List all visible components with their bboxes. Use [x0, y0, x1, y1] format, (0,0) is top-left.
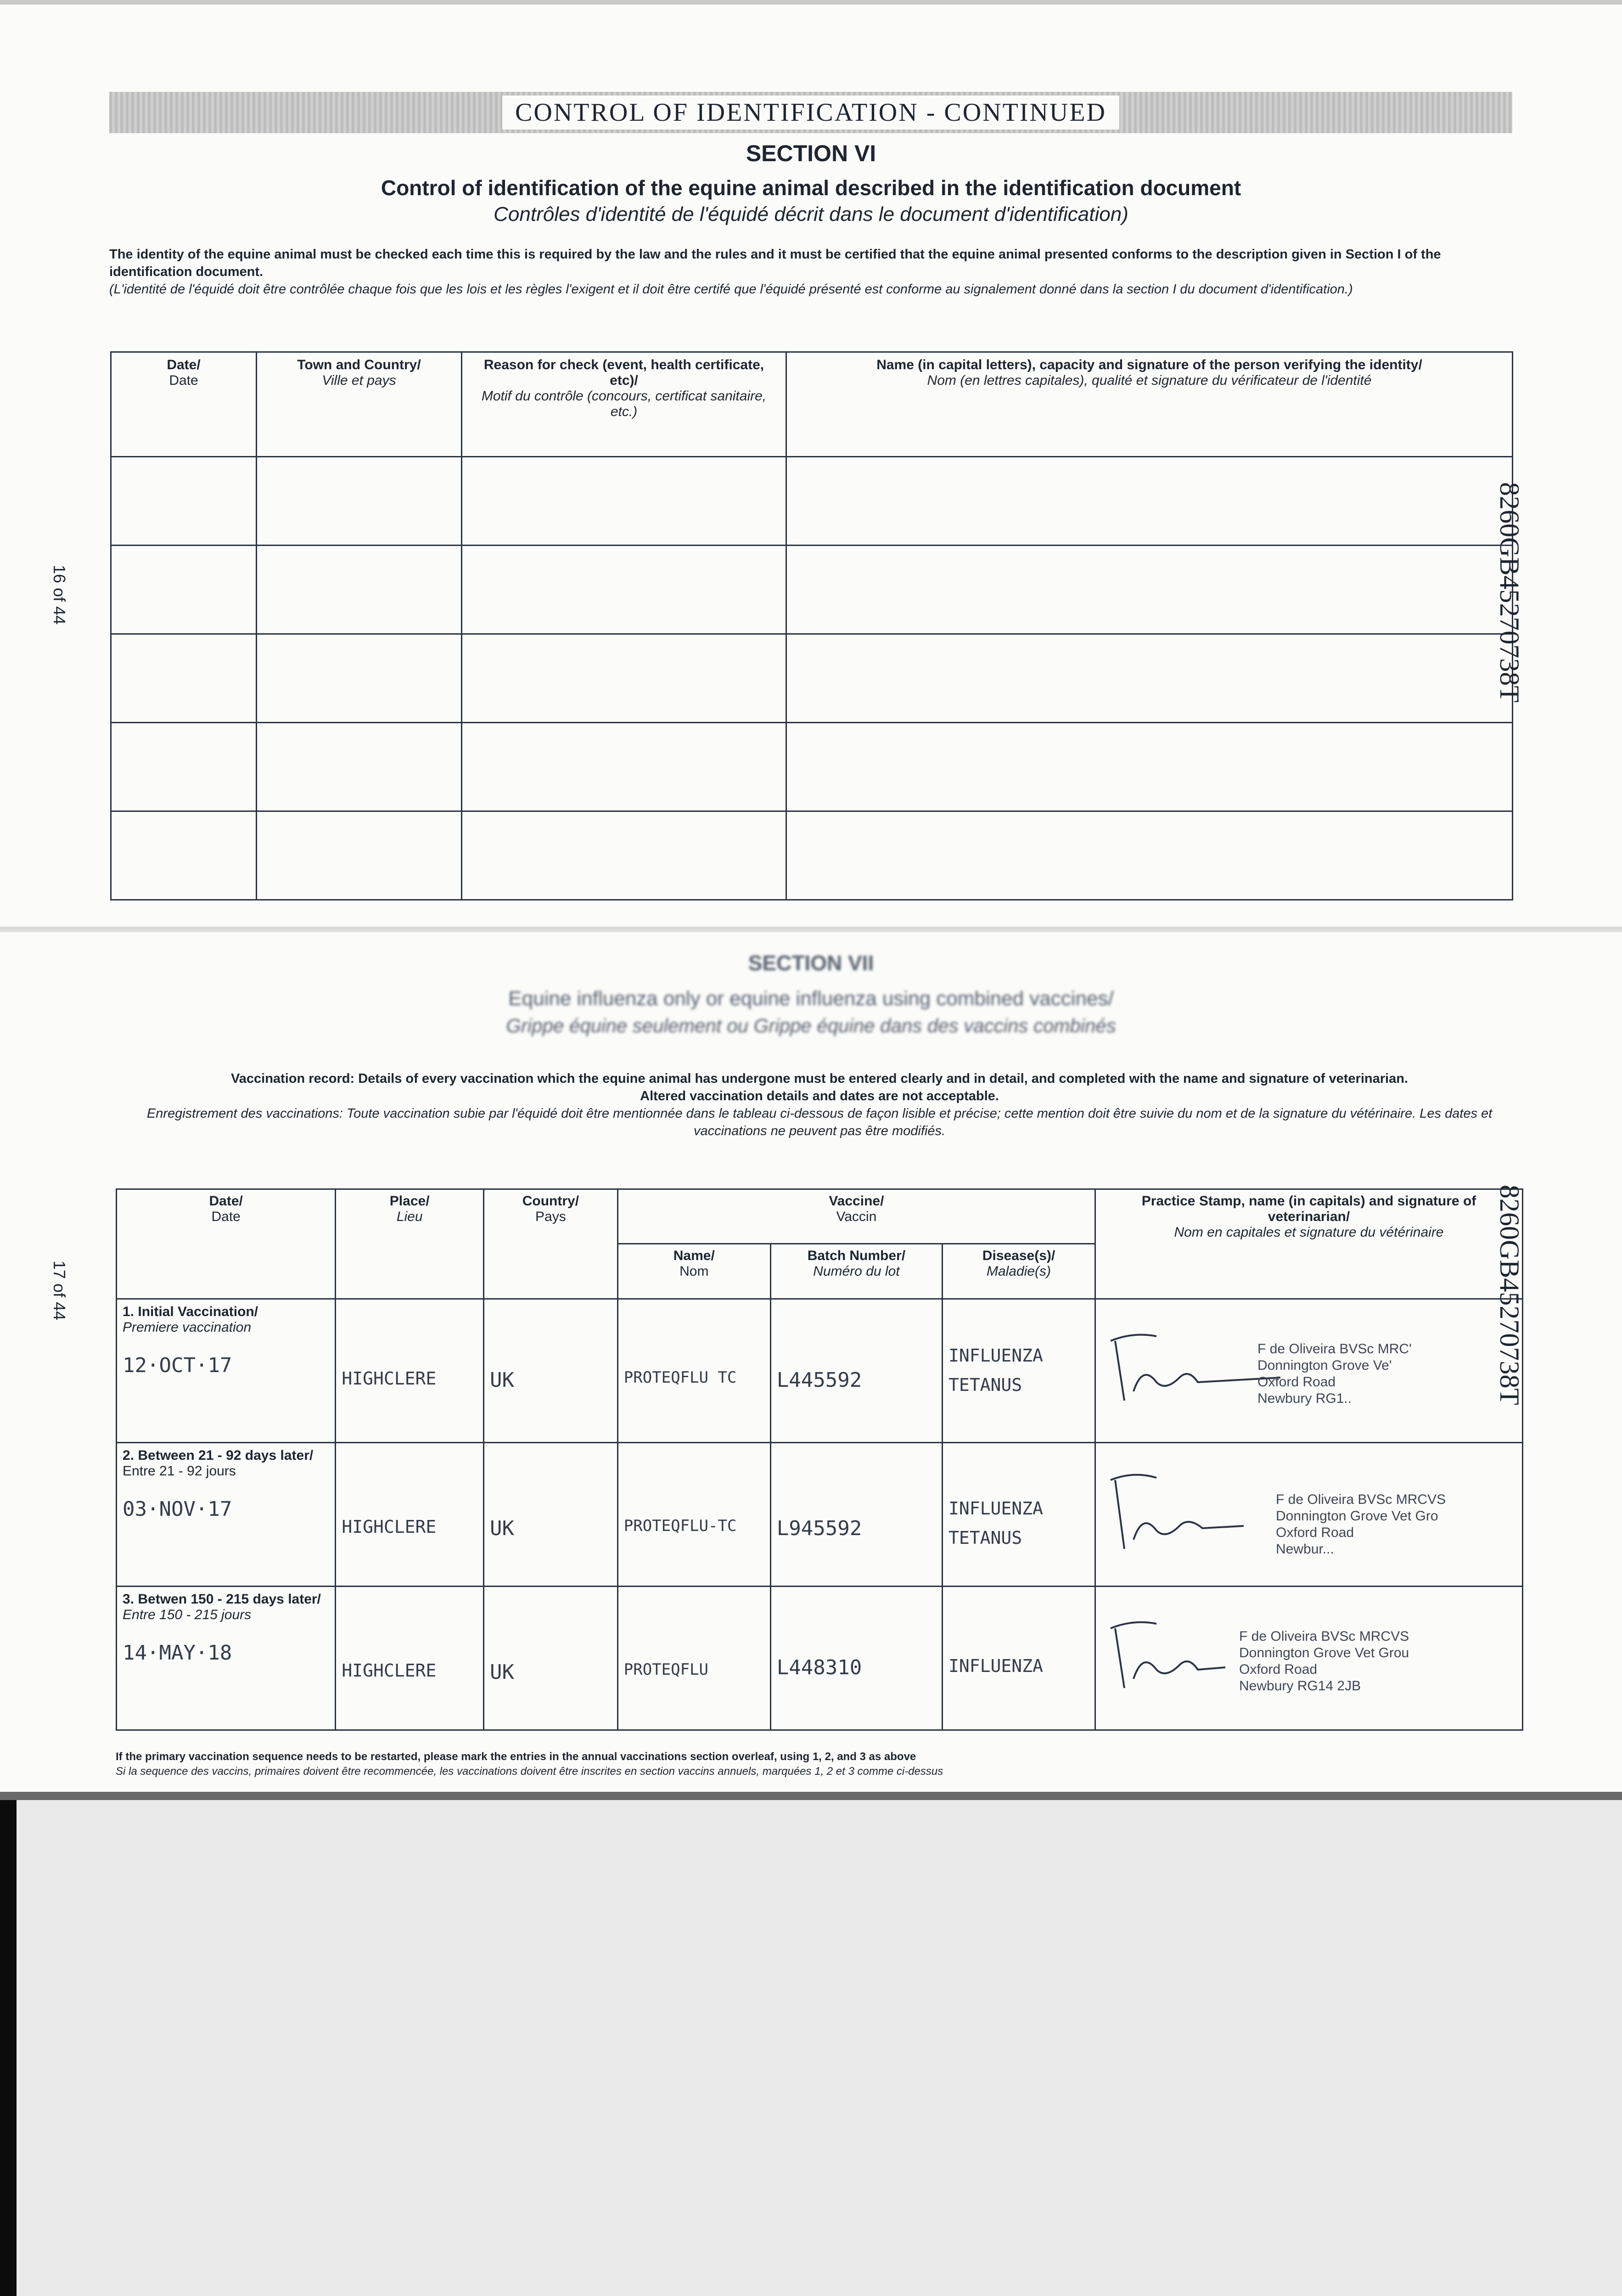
- row-label: 3. Betwen 150 - 215 days later/ Entre 150 - 215 jours 14·MAY·18: [117, 1587, 336, 1730]
- cell-verifier[interactable]: [786, 546, 1513, 634]
- table-row: [111, 811, 1513, 900]
- section-vii-title: Equine influenza only or equine influenza using combined vaccines/: [508, 987, 1114, 1010]
- col-batch-number: Batch Number/ Numéro du lot: [770, 1244, 942, 1299]
- country-cell[interactable]: UK: [484, 1587, 618, 1730]
- vaccine-name-cell[interactable]: PROTEQFLU: [617, 1587, 770, 1730]
- footnote-en: If the primary vaccination sequence needs to be restarted, please mark the entries in the annual vaccinations section overleaf, using 1, 2, and 3 as above: [116, 1750, 916, 1763]
- cell-town[interactable]: [257, 811, 462, 900]
- table-row: [117, 1587, 1523, 1730]
- col-country: Country/ Pays: [484, 1189, 618, 1299]
- country-cell[interactable]: UK: [484, 1299, 618, 1443]
- instructions-fr: (L'identité de l'équidé doit être contrôlée chaque fois que les lois et les règles l'exigent et il doit être certifé que l'équidé présenté est conforme au signalement donné dans la section I du document d'identification.): [109, 282, 1353, 297]
- section-vi-heading: SECTION VI: [746, 141, 876, 166]
- cell-reason[interactable]: [462, 546, 786, 634]
- cell-verifier[interactable]: [786, 811, 1513, 900]
- practice-stamp: F de Oliveira BVSc MRCVS Donnington Grove Vet Grou Oxford Road Newbury RG14 2JB: [1239, 1629, 1409, 1694]
- table-row: [117, 1443, 1523, 1587]
- footnote: [116, 1750, 1521, 1779]
- disease-cell[interactable]: INFLUENZA: [943, 1587, 1095, 1730]
- place-cell[interactable]: HIGHCLERE: [336, 1299, 484, 1443]
- disease-cell[interactable]: INFLUENZA TETANUS: [943, 1299, 1095, 1443]
- vaccination-date[interactable]: 12·OCT·17: [123, 1354, 232, 1377]
- section-banner: [109, 92, 1512, 133]
- cell-town[interactable]: [257, 457, 462, 546]
- cell-reason[interactable]: [462, 457, 786, 546]
- section-vii-heading: SECTION VII: [748, 951, 874, 975]
- stamp-cell[interactable]: [1095, 1299, 1523, 1443]
- batch-cell[interactable]: L448310: [770, 1587, 942, 1730]
- practice-stamp: F de Oliveira BVSc MRC' Donnington Grove Ve' Oxford Road Newbury RG1..: [1257, 1341, 1412, 1406]
- section-vi-subtitle: Contrôles d'identité de l'équidé décrit dans le document d'identification): [494, 203, 1128, 225]
- table-row: [111, 634, 1513, 723]
- passport-id: 8260GB45270738T: [1494, 1185, 1525, 1405]
- col-town-country: Town and Country/ Ville et pays: [257, 352, 462, 457]
- vaccination-date[interactable]: 14·MAY·18: [123, 1641, 232, 1665]
- row-label: 2. Between 21 - 92 days later/ Entre 21 - 92 jours 03·NOV·17: [117, 1443, 336, 1587]
- stamp-cell[interactable]: [1095, 1587, 1523, 1730]
- instructions-fr: Enregistrement des vaccinations: Toute vaccination subie par l'équidé doit être mentionnée dans le tableau ci-dessous de façon lisible et précise; cette mention doit être suivie du nom et de la signature du vétérinaire. Les dates et vaccinations ne peuvent pas être modifiés.: [146, 1106, 1493, 1138]
- passport-id: 8260GB45270738T: [1494, 482, 1525, 703]
- page-number: 17 of 44: [50, 1261, 69, 1321]
- col-reason: Reason for check (event, health certificate, etc)/ Motif du contrôle (concours, certificat sanitaire, etc.): [462, 352, 786, 457]
- table-row: [111, 723, 1513, 811]
- disease-cell[interactable]: INFLUENZA TETANUS: [943, 1443, 1095, 1587]
- col-practice-stamp: Practice Stamp, name (in capitals) and signature of veterinarian/ Nom en capitales et signature du vétérinaire: [1095, 1189, 1523, 1299]
- vaccination-table: [116, 1188, 1523, 1731]
- vaccine-name-cell[interactable]: PROTEQFLU TC: [617, 1299, 770, 1443]
- col-verifier: Name (in capital letters), capacity and signature of the person verifying the identity/ Nom (en lettres capitales), qualité et signature du vérificateur de l'identité: [786, 352, 1513, 457]
- instructions-en: The identity of the equine animal must be checked each time this is required by the law and the rules and it must be certified that the equine animal presented conforms to the description given in Section I of the identification document.: [109, 247, 1441, 279]
- cell-date[interactable]: [111, 723, 257, 811]
- col-diseases: Disease(s)/ Maladie(s): [943, 1244, 1095, 1299]
- table-row: [111, 546, 1513, 634]
- scanner-edge: [0, 1800, 17, 2296]
- cell-reason[interactable]: [462, 634, 786, 723]
- cell-date[interactable]: [111, 546, 257, 634]
- col-place: Place/ Lieu: [336, 1189, 484, 1299]
- row-label: 1. Initial Vaccination/ Premiere vaccination 12·OCT·17: [117, 1299, 336, 1443]
- page-16: [0, 0, 1622, 932]
- col-date: Date/ Date: [111, 352, 257, 457]
- batch-cell[interactable]: L945592: [770, 1443, 942, 1587]
- table-header-row: [111, 352, 1513, 457]
- identity-check-table: [110, 351, 1513, 900]
- batch-cell[interactable]: L445592: [770, 1299, 942, 1443]
- instructions-en: Vaccination record: Details of every vaccination which the equine animal has undergone must be entered clearly and in detail, and completed with the name and signature of veterinarian.: [231, 1071, 1408, 1086]
- cell-verifier[interactable]: [786, 723, 1513, 811]
- cell-town[interactable]: [257, 634, 462, 723]
- cell-date[interactable]: [111, 457, 257, 546]
- section-vii-subtitle: Grippe équine seulement ou Grippe équine dans des vaccins combinés: [506, 1015, 1116, 1036]
- signature-icon: [1106, 1322, 1280, 1410]
- cell-town[interactable]: [257, 546, 462, 634]
- stamp-cell[interactable]: [1095, 1443, 1523, 1587]
- practice-stamp: F de Oliveira BVSc MRCVS Donnington Grove Vet Gro Oxford Road Newbur...: [1276, 1492, 1446, 1557]
- cell-reason[interactable]: [462, 811, 786, 900]
- cell-town[interactable]: [257, 723, 462, 811]
- cell-date[interactable]: [111, 811, 257, 900]
- col-date: Date/ Date: [117, 1189, 336, 1299]
- banner-title: CONTROL OF IDENTIFICATION - CONTINUED: [502, 96, 1119, 129]
- table-row: [111, 457, 1513, 546]
- table-header-row: [117, 1189, 1523, 1244]
- section-vi-instructions: [109, 246, 1510, 298]
- section-vii-instructions: [124, 1070, 1515, 1140]
- place-cell[interactable]: HIGHCLERE: [336, 1587, 484, 1730]
- instructions-en-2: Altered vaccination details and dates are not acceptable.: [640, 1089, 999, 1103]
- vaccine-name-cell[interactable]: PROTEQFLU-TC: [617, 1443, 770, 1587]
- place-cell[interactable]: HIGHCLERE: [336, 1443, 484, 1587]
- cell-reason[interactable]: [462, 723, 786, 811]
- scanner-background: [0, 1800, 1622, 2296]
- col-vaccine: Vaccine/ Vaccin: [617, 1189, 1095, 1244]
- table-row: [117, 1299, 1523, 1443]
- page-number: 16 of 44: [50, 565, 69, 625]
- footnote-fr: Si la sequence des vaccins, primaires doivent être recommencée, les vaccinations doivent être inscrites en section vaccins annuels, marquées 1, 2 et 3 comme ci-dessus: [116, 1765, 943, 1778]
- cell-verifier[interactable]: [786, 457, 1513, 546]
- signature-icon: [1106, 1466, 1280, 1553]
- section-vi-title: Control of identification of the equine animal described in the identification document: [381, 176, 1241, 200]
- cell-verifier[interactable]: [786, 634, 1513, 723]
- cell-date[interactable]: [111, 634, 257, 723]
- vaccination-date[interactable]: 03·NOV·17: [123, 1497, 232, 1521]
- country-cell[interactable]: UK: [484, 1443, 618, 1587]
- col-vaccine-name: Name/ Nom: [617, 1244, 770, 1299]
